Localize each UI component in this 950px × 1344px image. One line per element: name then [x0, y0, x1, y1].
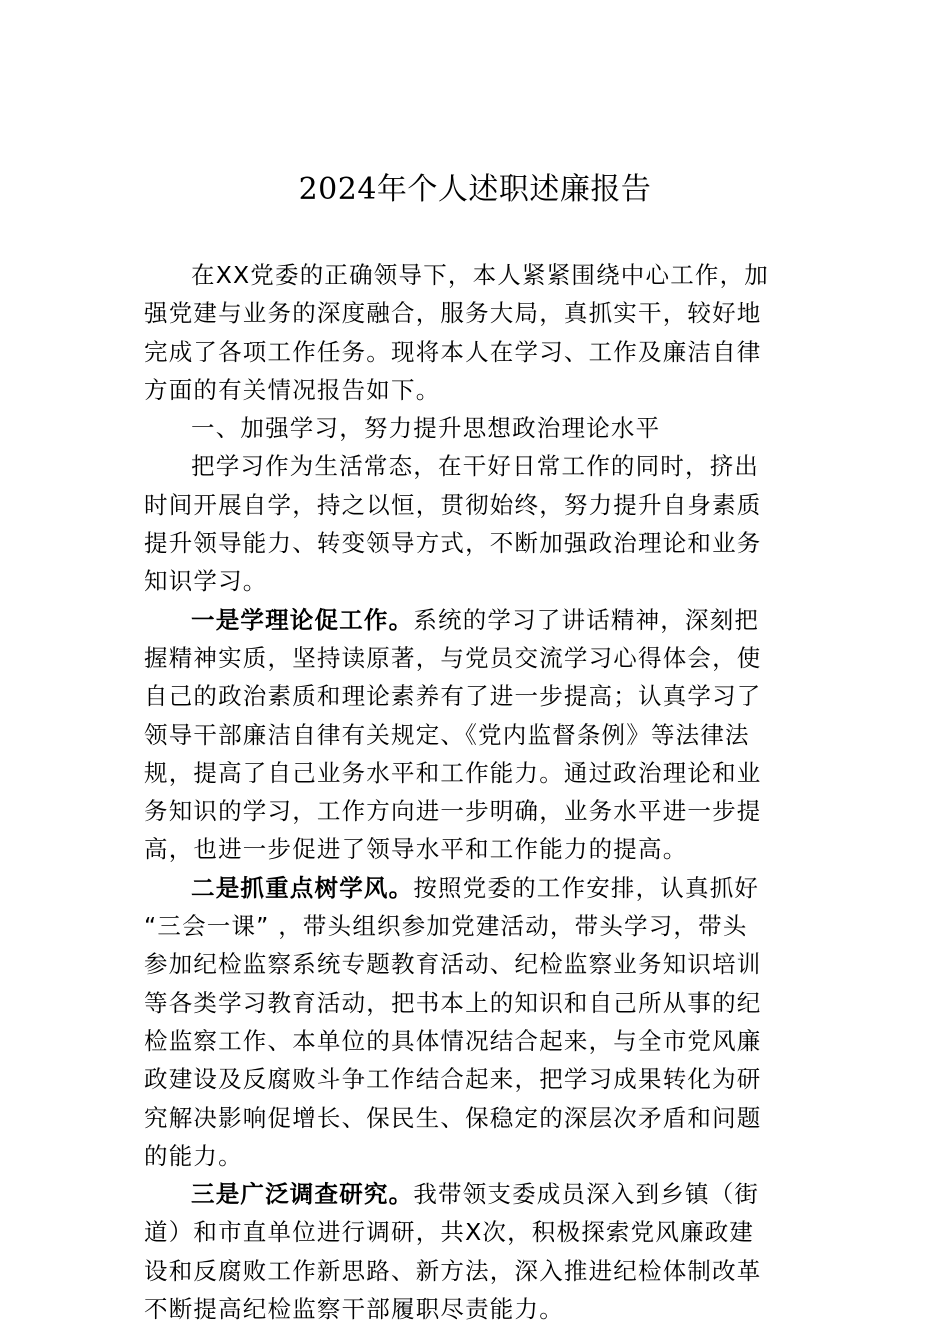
text-line: 在XX党委的正确领导下，本人紧紧围绕中心工作，加 [191, 261, 769, 289]
text-line: 设和反腐败工作新思路、新方法，深入推进纪检体制改革 [144, 1256, 762, 1285]
point2-paragraph [144, 869, 808, 1175]
text-line: 规，提高了自己业务水平和工作能力。通过政治理论和业 [144, 758, 762, 787]
text-line [144, 869, 808, 907]
text-line: 政建设及反腐败斗争工作结合起来，把学习成果转化为研 [144, 1065, 762, 1094]
text-line: 强党建与业务的深度融合，服务大局，真抓实干，较好地 [144, 299, 762, 328]
text-line: 握精神实质，坚持读原著，与党员交流学习心得体会，使 [144, 643, 762, 672]
point-lead: 一是学理论促工作。 [191, 605, 414, 634]
point1-paragraph [144, 601, 808, 869]
text-line: 知识学习。 [144, 567, 268, 596]
text-line: 完成了各项工作任务。现将本人在学习、工作及廉洁自律 [144, 337, 762, 366]
text-line [144, 601, 808, 639]
point-text: 按照党委的工作安排，认真抓好 [413, 873, 760, 902]
text-line: 务知识的学习，工作方向进一步明确，业务水平进一步提 [144, 797, 762, 826]
intro-paragraph [144, 256, 808, 409]
text-line: 自己的政治素质和理论素养有了进一步提高；认真学习了 [144, 682, 762, 711]
section1-paragraph [144, 447, 808, 600]
document-body [144, 256, 808, 1328]
text-line: 等各类学习教育活动，把书本上的知识和自己所从事的纪 [144, 988, 762, 1017]
text-line: 究解决影响促增长、保民生、保稳定的深层次矛盾和问题 [144, 1103, 762, 1132]
text-line [144, 1175, 808, 1213]
point3-paragraph [144, 1175, 808, 1328]
point-text: 系统的学习了讲话精神，深刻把 [413, 605, 760, 634]
text-line: “三会一课” ，带头组织参加党建活动，带头学习，带头 [144, 912, 748, 941]
text-line: 方面的有关情况报告如下。 [144, 375, 441, 404]
text-line: 高，也进一步促进了领导水平和工作能力的提高。 [144, 835, 688, 864]
text-line: 检监察工作、本单位的具体情况结合起来，与全市党风廉 [144, 1026, 762, 1055]
point-lead: 三是广泛调查研究。 [191, 1180, 414, 1209]
point-text: 我带领支委成员深入到乡镇（街 [413, 1180, 760, 1209]
text-line: 时间开展自学，持之以恒，贯彻始终，努力提升自身素质 [144, 490, 762, 519]
text-line: 领导干部廉洁自律有关规定、《党内监督条例》等法律法 [144, 720, 750, 749]
text-line: 参加纪检监察系统专题教育活动、纪检监察业务知识培训 [144, 950, 762, 979]
text-line: 的能力。 [144, 1141, 243, 1170]
point-lead: 二是抓重点树学风。 [191, 873, 414, 902]
text-line: 把学习作为生活常态，在干好日常工作的同时，挤出 [191, 452, 760, 481]
section-heading: 一、加强学习，努力提升思想政治理论水平 [191, 414, 661, 443]
text-line: 不断提高纪检监察干部履职尽责能力。 [144, 1295, 564, 1324]
text-line: 道）和市直单位进行调研，共X次，积极探索党风廉政建 [144, 1218, 755, 1247]
document-title: 2024年个人述职述廉报告 [298, 172, 652, 207]
text-line: 提升领导能力、转变领导方式，不断加强政治理论和业务 [144, 529, 762, 558]
